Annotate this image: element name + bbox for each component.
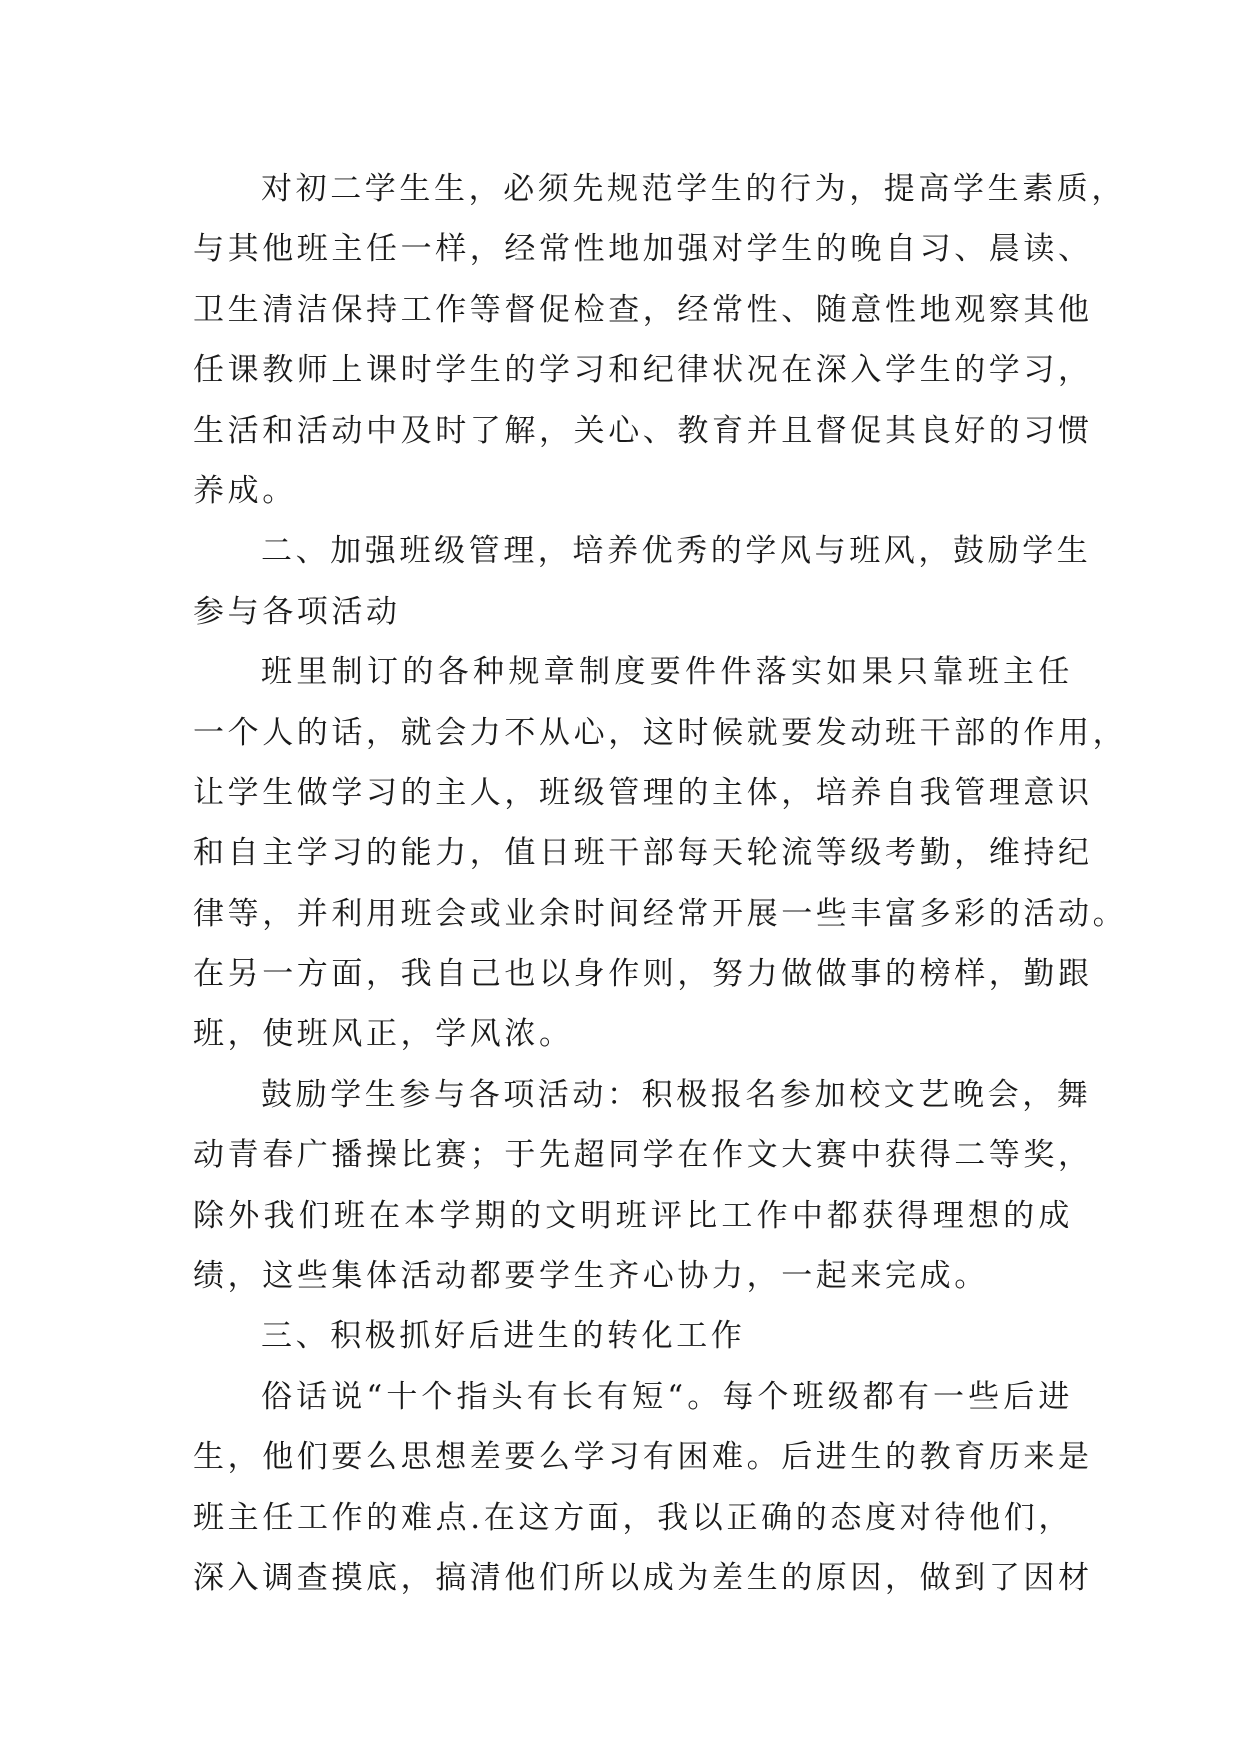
text-line: 让学生做学习的主人，班级管理的主体，培养自我管理意识 bbox=[193, 774, 1093, 811]
paragraph-6 bbox=[193, 1367, 1093, 1609]
text-line: 养成。 bbox=[193, 472, 297, 509]
text-line: 卫生清洁保持工作等督促检查，经常性、随意性地观察其他 bbox=[193, 291, 1093, 328]
text-line: 二、加强班级管理，培养优秀的学风与班风，鼓励学生 bbox=[261, 533, 1092, 570]
text-line: 俗话说“十个指头有长有短“。每个班级都有一些后进 bbox=[261, 1378, 1073, 1415]
text-line: 任课教师上课时学生的学习和纪律状况在深入学生的学习， bbox=[193, 352, 1093, 389]
text-line: 生活和活动中及时了解，关心、教育并且督促其良好的习惯 bbox=[193, 412, 1093, 449]
text-line: 参与各项活动 bbox=[193, 593, 401, 630]
section-heading-3 bbox=[193, 1306, 1073, 1366]
document-body bbox=[193, 159, 1128, 1608]
text-line: 三、积极抓好后进生的转化工作 bbox=[261, 1318, 746, 1355]
text-line: 在另一方面，我自己也以身作则，努力做做事的榜样，勤跟 bbox=[193, 956, 1093, 993]
text-line: 班，使班风正，学风浓。 bbox=[193, 1016, 574, 1053]
text-line: 动青春广播操比赛；于先超同学在作文大赛中获得二等奖， bbox=[193, 1137, 1093, 1174]
text-line: 一个人的话，就会力不从心，这时候就要发动班干部的作用， bbox=[193, 714, 1128, 751]
text-line: 生，他们要么思想差要么学习有困难。后进生的教育历来是 bbox=[193, 1439, 1093, 1476]
text-line: 深入调查摸底，搞清他们所以成为差生的原因，做到了因材 bbox=[193, 1559, 1093, 1596]
text-line: 律等，并利用班会或业余时间经常开展一些丰富多彩的活动。 bbox=[193, 895, 1128, 932]
text-line: 与其他班主任一样，经常性地加强对学生的晚自习、晨读、 bbox=[193, 231, 1093, 268]
text-line: 班主任工作的难点.在这方面，我以正确的态度对待他们， bbox=[193, 1499, 1073, 1536]
paragraph-3 bbox=[193, 642, 1128, 1065]
text-line: 班里制订的各种规章制度要件件落实如果只靠班主任 bbox=[261, 654, 1073, 691]
paragraph-4 bbox=[193, 1065, 1093, 1307]
text-line: 和自主学习的能力，值日班干部每天轮流等级考勤，维持纪 bbox=[193, 835, 1093, 872]
text-line: 鼓励学生参与各项活动：积极报名参加校文艺晚会，舞 bbox=[261, 1076, 1092, 1113]
paragraph-1 bbox=[193, 159, 1126, 521]
text-line: 对初二学生生，必须先规范学生的行为，提高学生素质， bbox=[261, 171, 1126, 207]
text-line: 绩，这些集体活动都要学生齐心协力，一起来完成。 bbox=[193, 1258, 989, 1295]
text-line: 除外我们班在本学期的文明班评比工作中都获得理想的成 bbox=[193, 1197, 1073, 1234]
section-heading-2 bbox=[193, 521, 1092, 642]
